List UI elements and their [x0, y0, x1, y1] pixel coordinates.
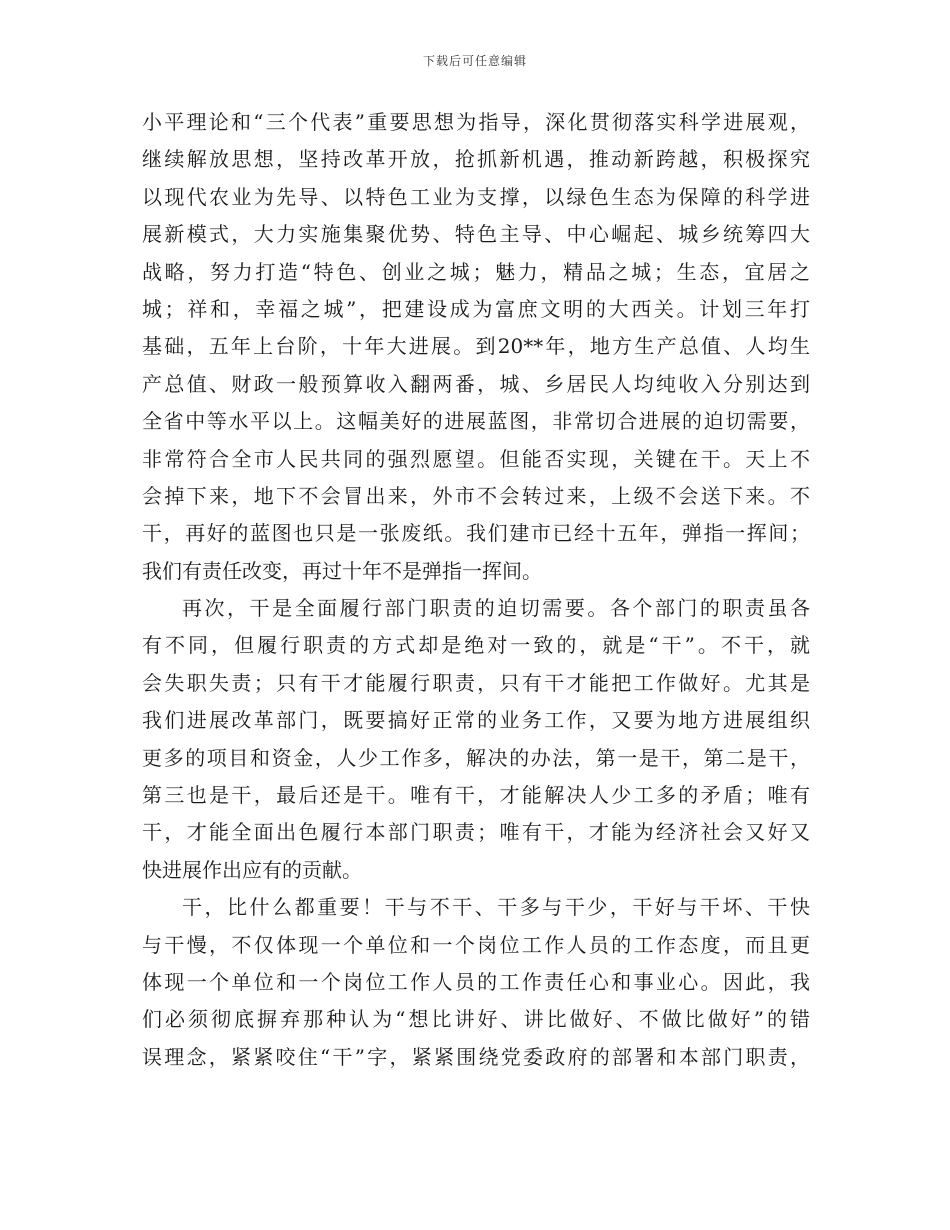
text-line: 展新模式，大力实施集聚优势、特色主导、中心崛起、城乡统筹四大 — [142, 222, 810, 247]
document-body — [142, 104, 810, 1076]
text-line: 干，才能全面出色履行本部门职责；唯有干，才能为经济社会又好又 — [142, 820, 810, 845]
text-line: 更多的项目和资金，人少工作多，解决的办法，第一是干，第二是干， — [142, 745, 810, 770]
text-line: 我们进展改革部门，既要搞好正常的业务工作，又要为地方进展组织 — [142, 708, 810, 733]
text-line: 以现代农业为先导、以特色工业为支撑，以绿色生态为保障的科学进 — [142, 184, 810, 209]
text-line: 快进展作出应有的贡献。 — [142, 857, 362, 882]
paragraph-start-line: 再次，干是全面履行部门职责的迫切需要。各个部门的职责虽各 — [182, 596, 810, 621]
page-header: 下载后可任意编辑 — [422, 54, 527, 68]
text-line: 城；祥和，幸福之城”，把建设成为富庶文明的大西关。计划三年打 — [142, 296, 810, 321]
paragraph-start-line: 干，比什么都重要！干与不干、干多与干少，干好与干坏、干快 — [182, 895, 810, 920]
text-line: 们必须彻底摒弃那种认为“想比讲好、讲比做好、不做比做好”的错 — [142, 1007, 810, 1032]
text-line: 我们有责任改变，再过十年不是弹指一挥间。 — [142, 558, 542, 583]
text-line: 战略，努力打造“特色、创业之城；魅力，精品之城；生态，宜居之 — [142, 259, 810, 284]
text-line: 基础，五年上台阶，十年大进展。到20**年，地方生产总值、人均生 — [142, 334, 810, 359]
text-line: 小平理论和“三个代表”重要思想为指导，深化贯彻落实科学进展观， — [142, 110, 810, 134]
text-line: 产总值、财政一般预算收入翻两番，城、乡居民人均纯收入分别达到 — [142, 371, 810, 396]
text-line: 误理念，紧紧咬住“干”字，紧紧围绕党委政府的部署和本部门职责， — [142, 1044, 810, 1069]
text-line: 干，再好的蓝图也只是一张废纸。我们建市已经十五年，弹指一挥间； — [142, 521, 810, 546]
text-line: 全省中等水平以上。这幅美好的进展蓝图，非常切合进展的迫切需要， — [142, 409, 810, 434]
text-line: 第三也是干，最后还是干。唯有干，才能解决人少工多的矛盾；唯有 — [142, 783, 810, 808]
text-line: 继续解放思想，坚持改革开放，抢抓新机遇，推动新跨越，积极探究 — [142, 147, 810, 172]
text-line: 非常符合全市人民共同的强烈愿望。但能否实现，关键在干。天上不 — [142, 446, 810, 471]
text-line: 会失职失责；只有干才能履行职责，只有干才能把工作做好。尤其是 — [142, 670, 810, 695]
text-line: 有不同，但履行职责的方式却是绝对一致的，就是“干”。不干，就 — [142, 633, 810, 658]
text-line: 体现一个单位和一个岗位工作人员的工作责任心和事业心。因此，我 — [142, 969, 810, 994]
text-line: 会掉下来，地下不会冒出来，外市不会转过来，上级不会送下来。不 — [142, 483, 810, 508]
text-line: 与干慢，不仅体现一个单位和一个岗位工作人员的工作态度，而且更 — [142, 932, 810, 957]
